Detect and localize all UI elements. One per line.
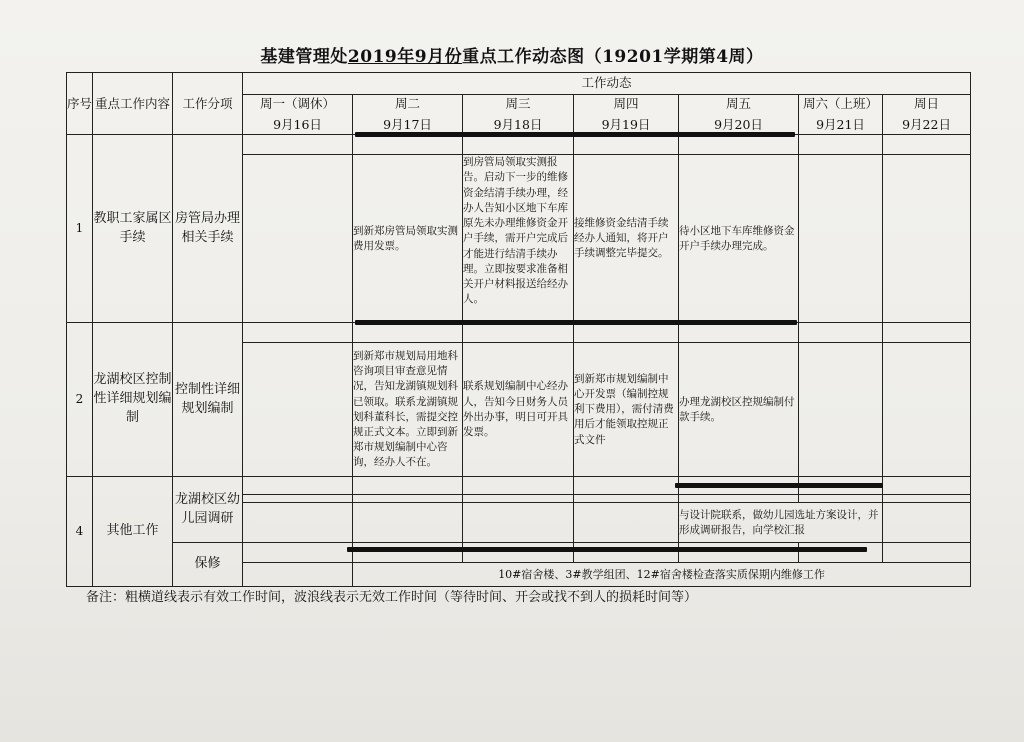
day-header: 周四 9月19日	[574, 95, 679, 135]
row-subitem: 龙湖校区幼儿园调研	[173, 477, 243, 543]
title-month: 2019年9月份	[347, 47, 463, 67]
header-subitem: 工作分项	[173, 73, 243, 135]
title-suffix: 重点工作动态图（19201学期第4周）	[462, 47, 764, 67]
row-content: 教职工家属区手续	[93, 135, 173, 323]
day-header: 周二 9月17日	[353, 95, 463, 135]
note-kindergarten: 与设计院联系，做幼儿园选址方案设计，并形成调研报告，向学校汇报	[679, 503, 883, 543]
header-dynamics: 工作动态	[243, 73, 971, 95]
header-content: 重点工作内容	[93, 73, 173, 135]
note-tue: 到新郑市规划局用地科咨询项目审查意见情况，告知龙湖镇规划科已领取。联系龙湖镇规划科董科长，需提交控规正式文本。立即到新郑市规划编制中心咨询，经办人不在。	[353, 343, 463, 477]
row-subitem: 控制性详细规划编制	[173, 323, 243, 477]
header-index: 序号	[67, 73, 93, 135]
page-title	[0, 42, 1024, 67]
work-table	[66, 72, 971, 587]
day-header: 周三 9月18日	[463, 95, 574, 135]
footer-note: 备注：粗横道线表示有效工作时间，波浪线表示无效工作时间（等待时间、开会或找不到人的损耗时间等）	[86, 590, 698, 605]
day-header: 周六（上班） 9月21日	[799, 95, 883, 135]
row-index: 4	[67, 477, 93, 587]
day-header: 周一（调休） 9月16日	[243, 95, 353, 135]
row-subitem: 保修	[173, 543, 243, 587]
day-header: 周五 9月20日	[679, 95, 799, 135]
day-header: 周日 9月22日	[883, 95, 971, 135]
note-warranty: 10#宿舍楼、3#教学组团、12#宿舍楼检查落实质保期内维修工作	[353, 563, 971, 587]
note-fri: 办理龙湖校区控规编制付款手续。	[679, 343, 799, 477]
row-index: 2	[67, 323, 93, 477]
note-tue: 到新郑房管局领取实测费用发票。	[353, 155, 463, 323]
row-subitem: 房管局办理相关手续	[173, 135, 243, 323]
note-wed: 到房管局领取实测报告。启动下一步的维修资金结清手续办理，经办人告知小区地下车库原先未办理维修资金开户手续，需开户完成后才能进行结清手续办理。立即按要求准备相关开户材料报送给经办人。	[463, 155, 574, 323]
note-thu: 接维修资金结清手续经办人通知，将开户手续调整完毕提交。	[574, 155, 679, 323]
row-index: 1	[67, 135, 93, 323]
row-content: 其他工作	[93, 477, 173, 587]
note-thu: 到新郑市规划编制中心开发票（编制控规利下费用），需付清费用后才能领取控规正式文件	[574, 343, 679, 477]
note-fri: 待小区地下车库维修资金开户手续办理完成。	[679, 155, 799, 323]
row-content: 龙湖校区控制性详细规划编制	[93, 323, 173, 477]
note-wed: 联系规划编制中心经办人，告知今日财务人员外出办事，明日可开具发票。	[463, 343, 574, 477]
title-prefix: 基建管理处	[260, 47, 348, 67]
